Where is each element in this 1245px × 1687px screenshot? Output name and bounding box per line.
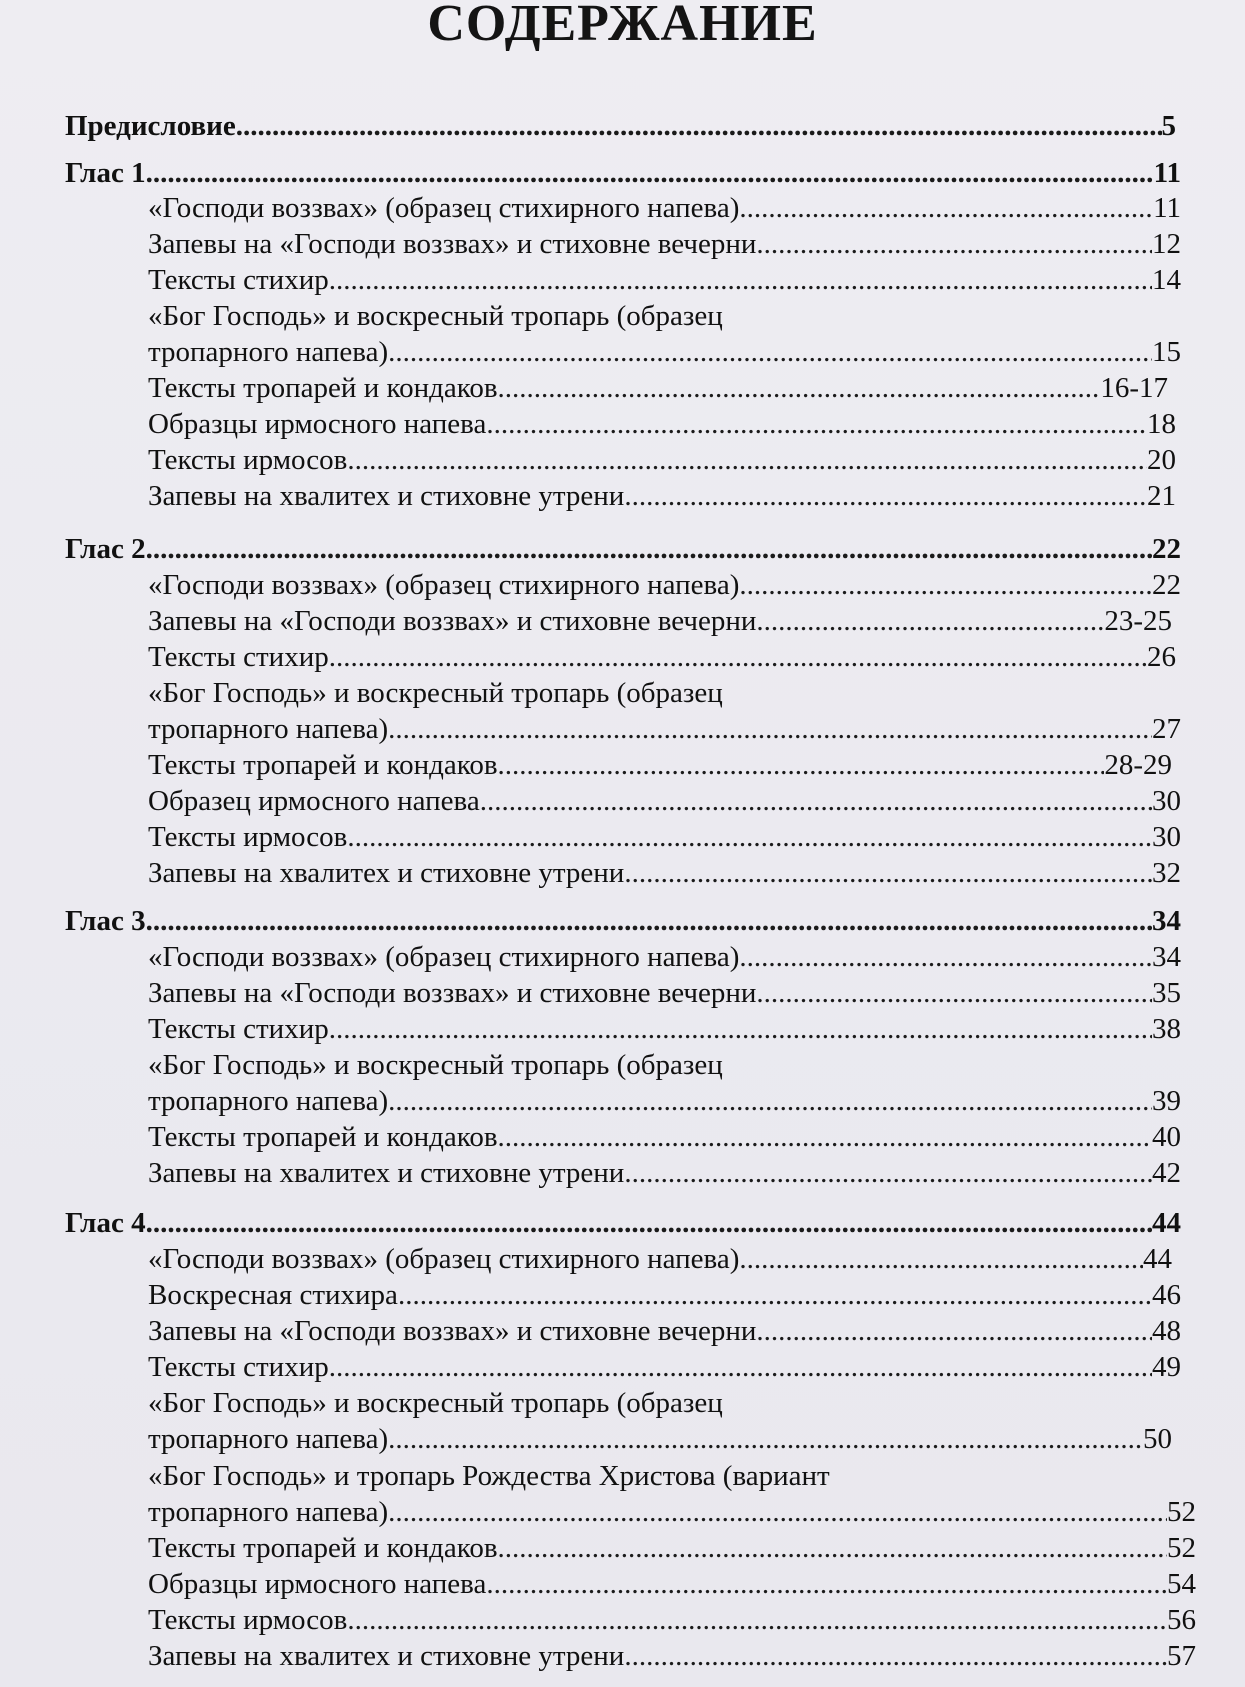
toc-entry-row[interactable] [148,1011,1181,1047]
toc-entry-row[interactable] [148,442,1176,478]
page-number: 12 [1152,228,1181,260]
dot-leader [756,1313,1152,1349]
dot-leader [739,939,1152,975]
page-number: 40 [1152,1121,1181,1153]
page-title: СОДЕРЖАНИЕ [427,0,818,52]
page-number: 39 [1152,1085,1181,1117]
toc-entry-row[interactable] [148,939,1181,975]
toc-entry-row[interactable] [148,855,1181,891]
dot-leader [146,531,1152,567]
toc-entry-label: Образец ирмосного напева [148,785,480,817]
toc-section-row[interactable] [65,1205,1181,1241]
toc-entry-label: тропарного напева) [148,336,389,368]
page-number: 18 [1147,408,1176,440]
toc-section-row[interactable] [65,155,1181,191]
toc-entry-row[interactable] [148,711,1181,747]
dot-leader [388,711,1152,747]
page-number: 11 [1153,157,1181,189]
toc-entry-row[interactable] [148,1119,1181,1155]
toc-entry-label: тропарного напева) [148,1496,389,1528]
dot-leader [146,155,1154,191]
toc-entry-first-line: «Бог Господь» и воскресный тропарь (образец [148,1049,723,1081]
toc-entry-row[interactable] [148,406,1176,442]
page-number: 48 [1152,1315,1181,1347]
toc-section-label: Предисловие [65,110,236,142]
page-number: 38 [1152,1013,1181,1045]
page-number: 56 [1167,1604,1196,1636]
toc-entry-row[interactable] [148,819,1181,855]
dot-leader [739,1241,1143,1277]
page-number: 23-25 [1104,605,1172,637]
toc-entry-first-line: «Бог Господь» и воскресный тропарь (образец [148,300,723,332]
toc-entry-label: Тексты тропарей и кондаков [148,749,498,781]
toc-entry-label: тропарного напева) [148,1423,389,1455]
toc-section-row[interactable] [65,903,1181,939]
toc-entry-label: Запевы на хвалитех и стиховне утрени [148,1640,625,1672]
toc-entry-row[interactable] [148,747,1172,783]
toc-entry-label: Тексты ирмосов [148,1604,348,1636]
toc-entry-label: Тексты тропарей и кондаков [148,1532,498,1564]
page-number: 28-29 [1104,749,1172,781]
dot-leader [756,226,1152,262]
dot-leader [236,108,1162,144]
dot-leader [480,783,1152,819]
toc-entry-label: Тексты стихир [148,1351,329,1383]
page-number: 32 [1152,857,1181,889]
toc-entry-row[interactable] [148,1155,1181,1191]
toc-entry-row[interactable] [148,1313,1181,1349]
toc-entry-row[interactable] [148,1421,1172,1457]
toc-entry-row[interactable] [148,370,1168,406]
dot-leader [388,1083,1152,1119]
page-number: 5 [1161,110,1176,142]
dot-leader [329,262,1152,298]
dot-leader [388,1421,1143,1457]
toc-entry-row[interactable] [148,1241,1172,1277]
toc-entry-row[interactable] [148,603,1172,639]
dot-leader [146,1205,1152,1241]
dot-leader [624,855,1152,891]
page-number: 54 [1167,1568,1196,1600]
toc-entry-label: Запевы на «Господи воззвах» и стиховне вечерни [148,1315,757,1347]
page-number: 14 [1152,264,1181,296]
page-number: 49 [1152,1351,1181,1383]
toc-entry-label: Образцы ирмосного напева [148,408,487,440]
dot-leader [388,1494,1167,1530]
toc-entry-row[interactable] [148,1494,1196,1530]
toc-entry-row[interactable] [148,334,1181,370]
toc-entry-label: Тексты стихир [148,1013,329,1045]
dot-leader [498,747,1105,783]
dot-leader [388,334,1152,370]
page-number: 44 [1152,1207,1181,1239]
toc-entry-label: Тексты ирмосов [148,444,348,476]
toc-entry-row[interactable] [148,262,1181,298]
dot-leader [329,1011,1152,1047]
toc-entry-row[interactable] [148,1083,1181,1119]
toc-entry-row[interactable] [148,478,1176,514]
toc-entry-label: «Господи воззвах» (образец стихирного напева) [148,569,740,601]
dot-leader [739,567,1152,603]
page-number: 21 [1147,480,1176,512]
page-number: 42 [1152,1157,1181,1189]
toc-section-label: Глас 2 [65,533,146,565]
page-number: 35 [1152,977,1181,1009]
page-number: 16-17 [1100,372,1168,404]
page-number: 22 [1152,533,1181,565]
toc-entry-label: Тексты стихир [148,641,329,673]
toc-section-row[interactable] [65,531,1181,567]
toc-entry-row[interactable] [148,1566,1196,1602]
toc-entry-row[interactable] [148,783,1181,819]
toc-section-label: Глас 3 [65,905,146,937]
page-number: 34 [1152,905,1181,937]
toc-entry-row[interactable] [148,975,1181,1011]
dot-leader [329,1349,1152,1385]
page-number: 15 [1152,336,1181,368]
toc-entry-label: тропарного напева) [148,1085,389,1117]
dot-leader [739,190,1153,226]
dot-leader [756,603,1104,639]
toc-entry-row[interactable] [148,1277,1181,1313]
toc-entry-label: Воскресная стихира [148,1279,398,1311]
toc-entry-row[interactable] [148,1530,1196,1566]
dot-leader [756,975,1152,1011]
toc-entry-label: «Господи воззвах» (образец стихирного напева) [148,192,740,224]
dot-leader [624,1155,1152,1191]
dot-leader [486,406,1147,442]
toc-entry-label: Запевы на хвалитех и стиховне утрени [148,1157,625,1189]
toc-entry-label: Тексты стихир [148,264,329,296]
toc-section-row[interactable] [65,108,1176,144]
page-number: 30 [1152,785,1181,817]
dot-leader [398,1277,1152,1313]
toc-entry-label: Запевы на «Господи воззвах» и стиховне вечерни [148,977,757,1009]
toc-entry-label: «Господи воззвах» (образец стихирного напева) [148,1243,740,1275]
dot-leader [329,639,1147,675]
toc-section-label: Глас 4 [65,1207,146,1239]
toc-entry-row[interactable] [148,190,1181,226]
toc-entry-label: Запевы на «Господи воззвах» и стиховне вечерни [148,605,757,637]
toc-entry-label: Тексты тропарей и кондаков [148,1121,498,1153]
dot-leader [146,903,1152,939]
dot-leader [624,1638,1167,1674]
toc-entry-row[interactable] [148,639,1176,675]
page-number: 26 [1147,641,1176,673]
toc-entry-row[interactable] [148,1638,1196,1674]
page-number: 30 [1152,821,1181,853]
toc-entry-first-line: «Бог Господь» и тропарь Рождества Христова (вариант [148,1460,830,1492]
page-number: 22 [1152,569,1181,601]
toc-entry-label: Запевы на «Господи воззвах» и стиховне вечерни [148,228,757,260]
page-number: 34 [1152,941,1181,973]
page-number: 20 [1147,444,1176,476]
toc-section-label: Глас 1 [65,157,146,189]
toc-entry-label: тропарного напева) [148,713,389,745]
page-number: 52 [1167,1496,1196,1528]
toc-entry-label: «Господи воззвах» (образец стихирного напева) [148,941,740,973]
dot-leader [498,370,1101,406]
dot-leader [624,478,1147,514]
toc-entry-first-line: «Бог Господь» и воскресный тропарь (образец [148,677,723,709]
page-number: 44 [1143,1243,1172,1275]
toc-entry-first-line: «Бог Господь» и воскресный тропарь (образец [148,1387,723,1419]
page-number: 52 [1167,1532,1196,1564]
toc-entry-label: Образцы ирмосного напева [148,1568,487,1600]
toc-entry-label: Запевы на хвалитех и стиховне утрени [148,857,625,889]
dot-leader [498,1119,1152,1155]
dot-leader [498,1530,1167,1566]
dot-leader [347,442,1147,478]
dot-leader [347,1602,1167,1638]
dot-leader [347,819,1152,855]
toc-entry-row[interactable] [148,567,1181,603]
toc-entry-row[interactable] [148,226,1181,262]
toc-entry-label: Запевы на хвалитех и стиховне утрени [148,480,625,512]
toc-entry-row[interactable] [148,1349,1181,1385]
toc-entry-label: Тексты тропарей и кондаков [148,372,498,404]
page-number: 46 [1152,1279,1181,1311]
page-number: 57 [1167,1640,1196,1672]
toc-entry-row[interactable] [148,1602,1196,1638]
page-number: 27 [1152,713,1181,745]
page-number: 11 [1153,192,1181,224]
dot-leader [486,1566,1167,1602]
page-number: 50 [1143,1423,1172,1455]
toc-entry-label: Тексты ирмосов [148,821,348,853]
